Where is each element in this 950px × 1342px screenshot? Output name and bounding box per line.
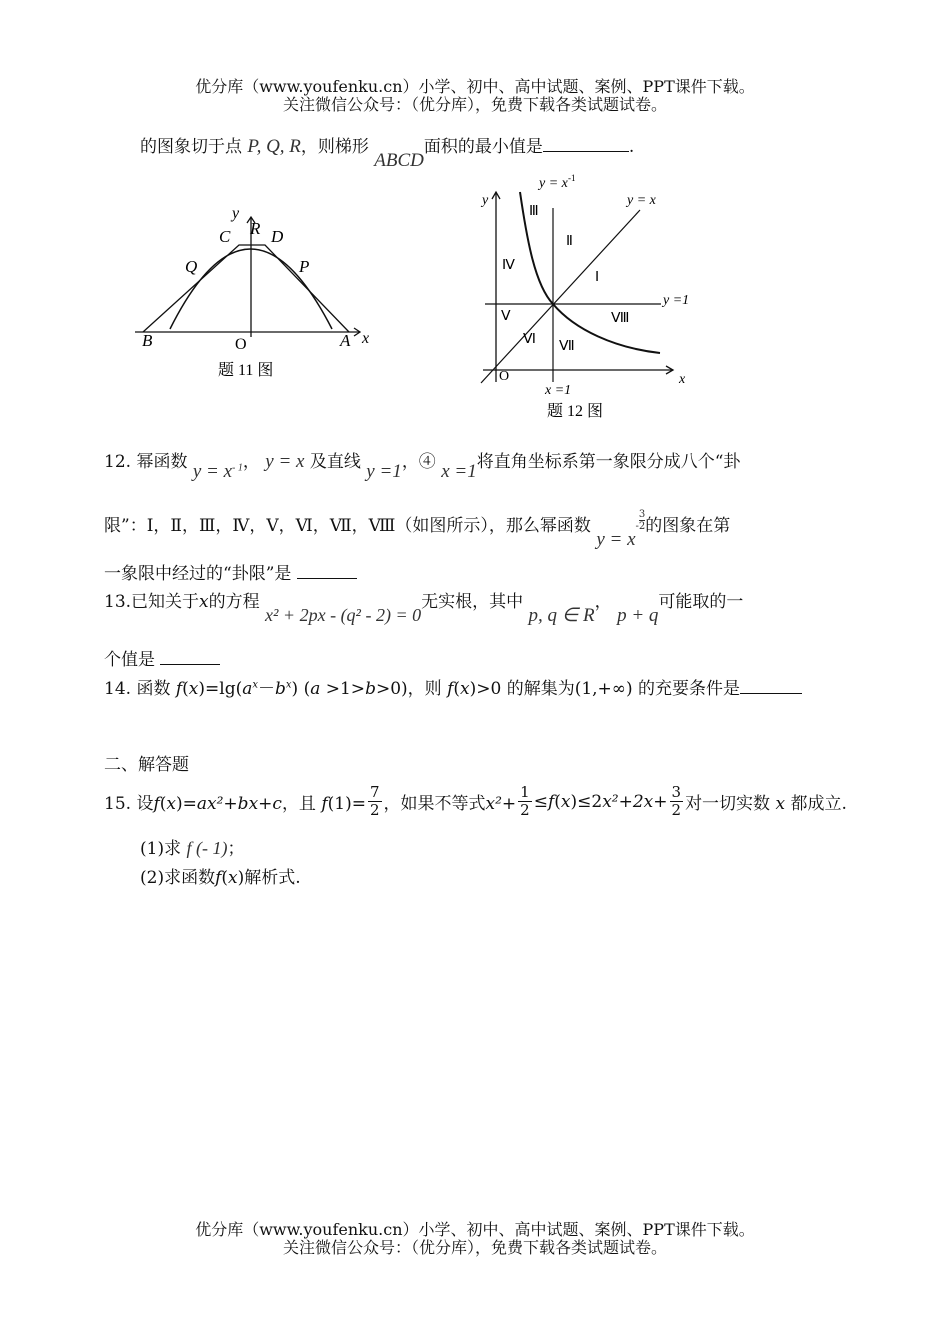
q11-answer-blank <box>543 151 629 152</box>
q12-math-1: y = x <box>192 461 233 482</box>
fig12-line-yx <box>481 210 640 383</box>
q15-text-15: 都成立. <box>790 794 847 814</box>
q15-var-a: a <box>196 794 208 814</box>
q12-line-1 <box>104 447 741 482</box>
q12-line-3 <box>104 559 357 584</box>
q13-text-2: 的方程 <box>208 592 260 612</box>
q13-text-1: 13.已知关于 <box>104 592 200 612</box>
q15-var-f-2: f <box>321 794 328 814</box>
fig12-label-origin: O <box>499 369 510 384</box>
q15-part-2-var-f: f <box>215 868 222 888</box>
q12-math-5-exp: - $\frac{3}{2}$ <box>635 509 646 532</box>
figure-11 <box>125 195 385 390</box>
q14-text-3: )=lg( <box>198 679 243 699</box>
fig12-label-x-axis: x <box>679 372 686 387</box>
q12-math-1-exp: - 1 <box>232 462 243 474</box>
fig12-label-curve: y = x <box>539 176 568 191</box>
q14-text-6: >1> <box>320 679 366 699</box>
q12-line-2-text: 限”：Ⅰ，Ⅱ，Ⅲ，Ⅳ，Ⅴ，Ⅵ，Ⅶ，Ⅷ（如图所示），那么幂函数 <box>104 516 591 536</box>
fig12-label-x1: x =1 <box>545 383 572 398</box>
q15-var-f-3: f <box>547 791 555 812</box>
q11-text-2: ，则梯形 <box>300 137 369 157</box>
q15-text-12: x²+2 <box>602 791 644 812</box>
fig11-label-r: R <box>250 219 261 238</box>
q13-line-2 <box>104 645 220 670</box>
q15-text-9: x²+ <box>485 794 517 814</box>
q14-line <box>104 674 802 699</box>
section-2-title: 二、解答题 <box>104 755 189 775</box>
q15-part-2-var-x: x <box>228 868 238 888</box>
q12-math-4: x =1 <box>441 461 477 482</box>
q11-end: . <box>628 137 635 157</box>
q14-text-1: 14. 函数 <box>104 679 171 699</box>
q14-var-a: a <box>242 679 253 699</box>
fig11-trapezoid <box>143 245 349 332</box>
q15-fraction-1-2: $\frac{1}{2}$ <box>520 783 530 819</box>
fig12-region-6: Ⅵ <box>523 332 536 347</box>
fig12-region-2: Ⅱ <box>566 234 573 249</box>
q12-number: 12. <box>104 452 132 472</box>
q12-line-2 <box>104 509 731 550</box>
q13-line-1 <box>104 587 744 626</box>
fig11-label-d: D <box>271 227 284 246</box>
header-line-2: 关注微信公众号：（优分库），免费下载各类试题试卷。 <box>282 95 667 114</box>
q15-part-2-label: (2)求函数 <box>140 868 216 888</box>
q13-var-x: x <box>199 592 209 612</box>
q11-text-3: 面积的最小值是 <box>423 137 543 157</box>
q15-text-1: 15. 设 <box>104 794 154 814</box>
fig11-label-c: C <box>219 227 231 246</box>
fig11-label-a: A <box>340 331 351 350</box>
fig12-caption: 题 12 图 <box>547 403 604 420</box>
q15-part-2-paren: ( <box>221 868 229 888</box>
q12-math-2: y = x <box>265 451 305 472</box>
fig12-label-y1: y =1 <box>663 293 690 308</box>
q11-tail <box>140 132 635 171</box>
q15-text-10: ≤ <box>533 791 548 812</box>
fig12-region-5: Ⅴ <box>501 309 511 324</box>
q13-text-3: 无实根，其中 <box>421 592 524 612</box>
q14-var-f-2: f <box>447 679 454 699</box>
fig11-caption: 题 11 图 <box>218 362 274 379</box>
q14-text-8: )>0 的解集为(1,+∞) 的充要条件是 <box>469 679 740 699</box>
fig12-label-y-axis: y <box>482 193 489 208</box>
q14-var-b-2: b <box>365 679 376 699</box>
q14-var-b: b <box>275 679 286 699</box>
q13-math-3: p + q <box>617 605 659 626</box>
q13-answer-blank <box>160 664 220 665</box>
q14-var-a-2: a <box>310 679 321 699</box>
q15-var-x-2: x <box>560 791 571 812</box>
q14-text-2: ( <box>182 679 189 699</box>
q15-part-2 <box>140 863 301 888</box>
q12-answer-blank <box>297 578 357 579</box>
q15-var-b: b <box>237 794 249 814</box>
fig11-label-o: O <box>235 336 247 353</box>
q15-text-6: ，且 <box>281 794 316 814</box>
fig12-region-7: Ⅶ <box>559 339 575 354</box>
q15-part-1-end: ； <box>227 839 245 859</box>
q14-var-x-2: x <box>460 679 470 699</box>
q12-line-3-text: 一象限中经过的“卦限”是 <box>104 564 292 584</box>
fig12-region-4: Ⅳ <box>502 258 515 273</box>
header-line-1: 优分库（www.youfenku.cn）小学、初中、高中试题、案例、PPT课件下载。 <box>195 77 755 96</box>
q15-fraction-7-2: $\frac{7}{2}$ <box>369 783 380 819</box>
q12-line-2-end: 的图象在第 <box>645 516 731 536</box>
q15-text-3: )= <box>175 794 197 814</box>
q15-var-x: x <box>166 794 176 814</box>
fig12-curve <box>520 192 660 353</box>
q14-text-paren: ( <box>453 679 460 699</box>
q15-part-1-label: (1)求 <box>140 839 182 859</box>
q12-math-3: y =1 <box>366 461 402 482</box>
q12-text-1: 幂函数 <box>136 452 188 472</box>
fig12-region-8: Ⅷ <box>611 311 630 326</box>
q15-text-5: x+ <box>248 794 273 814</box>
q15-part-1-math: f (- 1) <box>186 838 228 858</box>
q14-text-4: － <box>258 679 275 699</box>
fig12-label-yx: y = x <box>627 193 656 208</box>
fig11-label-q: Q <box>185 257 198 276</box>
q15-text-14: 对一切实数 <box>685 794 771 814</box>
q12-text-2: ， <box>242 452 260 472</box>
fig11-label-x: x <box>362 330 370 347</box>
q13-text-5: 可能取的一 <box>658 592 744 612</box>
q14-var-f: f <box>175 679 183 699</box>
q11-text-1: 的图象切于点 <box>140 137 242 157</box>
fig12-label-curve-exp: -1 <box>568 173 576 183</box>
fig11-label-p: P <box>299 257 310 276</box>
q11-math-abcd: ABCD <box>374 150 424 171</box>
q15-var-f: f <box>153 794 160 814</box>
q11-math-points: P, Q, R <box>247 136 301 157</box>
q15-fraction-3-2: $\frac{3}{2}$ <box>671 783 682 819</box>
q14-answer-blank <box>740 693 802 694</box>
q13-math-equation: x² + 2px - (q² - 2) = 0 <box>265 605 422 625</box>
fig12-region-1: Ⅰ <box>595 270 600 285</box>
fig12-region-3: Ⅲ <box>529 204 539 219</box>
q15-part-2-end: )解析式. <box>237 868 301 888</box>
q15-text-11: )≤2 <box>570 791 603 812</box>
q15-text-7: (1)= <box>327 794 366 814</box>
q14-text-7: >0)，则 <box>375 679 442 699</box>
q15-line-1 <box>104 784 847 819</box>
q13-text-4: ， <box>594 592 612 612</box>
q12-text-4: ，④ <box>401 452 436 472</box>
q14-text-5: ) ( <box>291 679 311 699</box>
q15-part-1 <box>140 834 244 859</box>
q15-text-2: ( <box>159 794 167 814</box>
q15-text-paren: ( <box>554 791 561 812</box>
q15-var-c: c <box>272 794 282 814</box>
fig11-label-y: y <box>232 205 240 222</box>
q13-math-2: p, q ∈ R <box>528 605 595 626</box>
q15-text-13: x+ <box>643 791 668 812</box>
q15-text-4: x²+ <box>207 794 238 814</box>
q14-var-x: x <box>188 679 199 699</box>
q14-exp-2: x <box>285 679 292 691</box>
q14-exp-1: x <box>252 679 258 691</box>
q15-text-8: ，如果不等式 <box>383 794 486 814</box>
fig11-label-b: B <box>142 331 153 350</box>
q12-text-3: 及直线 <box>309 452 361 472</box>
q13-line-2-text: 个值是 <box>104 650 155 670</box>
q12-math-5: y = x <box>596 529 636 550</box>
footer-line-2: 关注微信公众号：（优分库），免费下载各类试题试卷。 <box>282 1238 667 1257</box>
q15-var-x-3: x <box>775 794 786 814</box>
figure-12 <box>475 170 705 425</box>
footer-line-1: 优分库（www.youfenku.cn）小学、初中、高中试题、案例、PPT课件下载。 <box>195 1220 755 1239</box>
q12-text-5: 将直角坐标系第一象限分成八个“卦 <box>476 452 741 472</box>
